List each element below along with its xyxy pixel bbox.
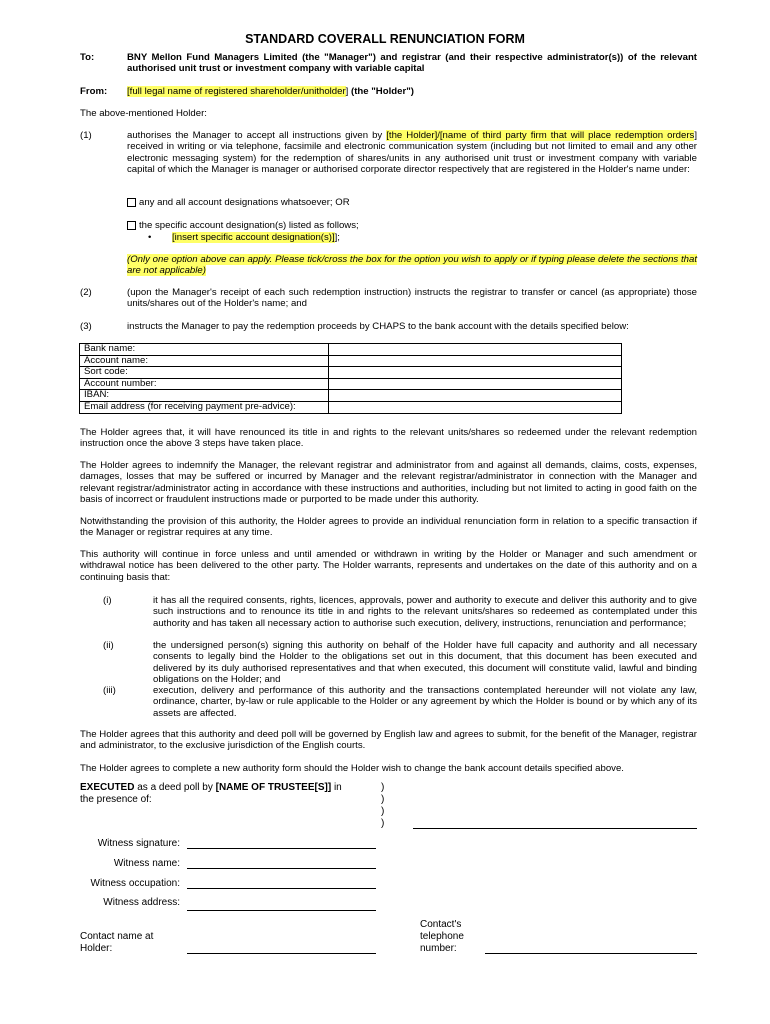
option-all-label: any and all account designations whatsoever; OR	[139, 197, 350, 208]
account-number-field[interactable]	[329, 378, 622, 390]
trustee-placeholder[interactable]: [NAME OF TRUSTEE[S]]	[215, 782, 332, 793]
contact-tel-label-3: number:	[420, 943, 457, 954]
paren-3: )	[381, 806, 385, 817]
witness-address-label: Witness address:	[103, 897, 180, 908]
sub-item-2-text: the undersigned person(s) signing this authority on behalf of the Holder have full capacity and authority and all necessary consents to legally bind the Holder to the obligations set out in this document, that this document has been executed and delivered by its duly authorised representatives and that when executed, this document will constitute valid, lawful and binding obligations on the Holder; and	[153, 640, 697, 686]
witness-occupation-label: Witness occupation:	[90, 878, 180, 889]
option-specific-accounts[interactable]	[127, 220, 359, 231]
sub-item-3-number: (iii)	[103, 685, 116, 696]
indemnity-paragraph: The Holder agrees to indemnify the Manager, the relevant registrar and administrator from and against all demands, claims, costs, expenses, damages, losses that may be suffered or incurred by Manager and the relevant registrar/administrator in connection with the Manager and relevant registrar/administrator acting in accordance with these instructions and authorities, including but not limited to acting in good faith on the basis of incorrect or fraudulent instructions made or purported to be made under this authority.	[80, 460, 697, 506]
option-all-accounts[interactable]	[127, 197, 350, 208]
witness-occupation-line[interactable]	[187, 888, 376, 889]
table-row	[80, 344, 622, 356]
contact-telephone-line[interactable]	[485, 953, 697, 954]
sub-item-2-number: (ii)	[103, 640, 114, 651]
item2-text: (upon the Manager's receipt of each such redemption instruction) instructs the registrar to transfer or cancel (as appropriate) those units/shares out of the Holder's name; and	[127, 287, 697, 310]
sort-code-label: Sort code:	[80, 367, 329, 379]
option-note	[127, 254, 697, 277]
sub-item-1-text: it has all the required consents, rights, licences, approvals, power and authority to execute and deliver this authority and to give such instructions and to renounce its title in and rights to the relevant units/shares so redeemed as contemplated under this authority and has taken all necessary action to authorise such execution, delivery, instructions, renunciation and performance;	[153, 595, 697, 629]
sub-item-1-number: (i)	[103, 595, 112, 606]
contact-name-line[interactable]	[187, 953, 376, 954]
option-specific-label: the specific account designation(s) listed as follows;	[139, 220, 359, 231]
table-row	[80, 401, 622, 413]
witness-name-label: Witness name:	[113, 858, 180, 869]
table-row	[80, 390, 622, 402]
option-all-checkbox[interactable]	[127, 198, 136, 207]
item2-number: (2)	[80, 287, 92, 298]
table-row	[80, 378, 622, 390]
email-field[interactable]	[329, 401, 622, 413]
designation-end: ];	[334, 232, 340, 243]
item1-post: ] received in writing or via telephone, facsimile and electronic communication system (including but not limited to email and any other electronic messaging system) for the redemption of shares/units in any authorised unit trust or investment company with variable capital of which the Manager is manager or authorised corporate director respectively that are registered in the Holder's name under:	[127, 130, 697, 176]
from-holder	[127, 86, 697, 97]
to-recipient: BNY Mellon Fund Managers Limited (the "Manager") and registrar (and their respective administrator(s)) of the relevant authorised unit trust or investment company with variable capital	[127, 52, 697, 75]
from-bracket-open: [	[127, 86, 130, 97]
executed-clause	[80, 782, 342, 794]
witness-address-line[interactable]	[187, 910, 376, 911]
witness-name-line[interactable]	[187, 868, 376, 869]
bank-name-field[interactable]	[329, 344, 622, 356]
new-form-paragraph: The Holder agrees to complete a new authority form should the Holder wish to change the bank account details specified above.	[80, 763, 624, 774]
executed-end: in	[331, 782, 342, 793]
continuation-paragraph: This authority will continue in force unless and until amended or withdrawn in writing by the Holder or Manager and such amendment or withdrawal notice has been delivered to the other party. The Holder warrants, represents and undertakes on the date of this authority and on a continuing basis that:	[80, 549, 697, 583]
option-note-text: (Only one option above can apply. Please tick/cross the box for the option you wish to apply or if typing please delete the sections that are not applicable)	[127, 254, 697, 277]
iban-field[interactable]	[329, 390, 622, 402]
item3-number: (3)	[80, 321, 92, 332]
contact-name-label-2: Holder:	[80, 943, 113, 954]
intro-text: The above-mentioned Holder:	[80, 108, 207, 119]
from-label: From:	[80, 86, 108, 97]
paren-2: )	[381, 794, 385, 805]
holder-name-placeholder[interactable]: full legal name of registered shareholder/unitholder	[129, 86, 346, 97]
bank-details-table	[79, 343, 622, 414]
designation-bullet: •	[148, 232, 152, 243]
item1-text	[127, 130, 697, 176]
item1-pre: authorises the Manager to accept all instructions given by	[127, 130, 387, 141]
paren-4: )	[381, 818, 385, 829]
table-row	[80, 367, 622, 379]
renounce-paragraph: The Holder agrees that, it will have renounced its title in and rights to the relevant units/shares so redeemed under the relevant redemption instruction once the above 3 steps have taken place.	[80, 427, 697, 450]
from-bracket-close: ]	[345, 86, 349, 97]
designation-placeholder[interactable]: [insert specific account designation(s)]	[172, 232, 335, 243]
witness-signature-line[interactable]	[187, 848, 376, 849]
individual-form-paragraph: Notwithstanding the provision of this authority, the Holder agrees to provide an individual renunciation form in relation to a specific transaction if the Manager or registrar requires at any time.	[80, 516, 697, 539]
third-party-placeholder[interactable]: [the Holder]/[name of third party firm that will place redemption orders	[386, 130, 695, 141]
governing-law-paragraph: The Holder agrees that this authority and deed poll will be governed by English law and agrees to submit, for the benefit of the Manager, registrar and administrator, to the exclusive jurisdiction of the English courts.	[80, 729, 697, 752]
iban-label: IBAN:	[80, 390, 329, 402]
contact-name-label-1: Contact name at	[80, 931, 154, 942]
bank-name-label: Bank name:	[80, 344, 329, 356]
to-label: To:	[80, 52, 95, 63]
from-suffix: (the "Holder")	[348, 86, 414, 97]
item3-text: instructs the Manager to pay the redemption proceeds by CHAPS to the bank account with the details specified below:	[127, 321, 629, 332]
table-row	[80, 355, 622, 367]
contact-tel-label-1: Contact's	[420, 919, 462, 930]
executed-label: EXECUTED	[80, 782, 135, 793]
sub-item-3-text: execution, delivery and performance of this authority and the transactions contemplated hereunder will not violate any law, ordinance, charter, by-law or rule applicable to the Holder or any agreement by which the Holder is bound or by which any of its assets are affected.	[153, 685, 697, 719]
email-label: Email address (for receiving payment pre-advice):	[80, 401, 329, 413]
account-name-field[interactable]	[329, 355, 622, 367]
option-specific-checkbox[interactable]	[127, 221, 136, 230]
account-name-label: Account name:	[80, 355, 329, 367]
paren-1: )	[381, 782, 385, 793]
presence-of-text: the presence of:	[80, 794, 152, 805]
designation-line	[172, 232, 340, 243]
item1-number: (1)	[80, 130, 92, 141]
form-title: STANDARD COVERALL RENUNCIATION FORM	[245, 32, 525, 46]
witness-signature-label: Witness signature:	[97, 838, 180, 849]
contact-tel-label-2: telephone	[420, 931, 464, 942]
account-number-label: Account number:	[80, 378, 329, 390]
sort-code-field[interactable]	[329, 367, 622, 379]
executed-mid: as a deed poll by	[134, 782, 216, 793]
trustee-signature-line[interactable]	[413, 828, 697, 829]
